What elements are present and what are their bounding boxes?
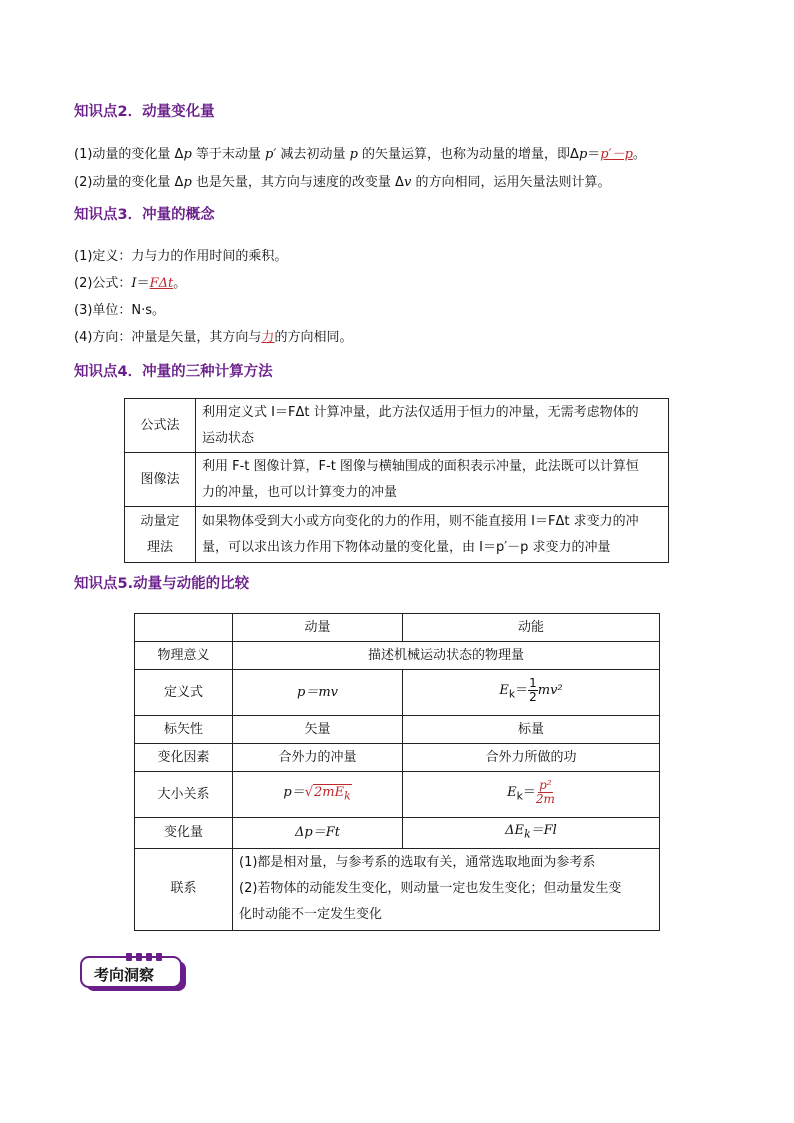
text-line: (1)都是相对量，与参考系的选取有关，通常选取地面为参考系 xyxy=(239,855,596,871)
radicand xyxy=(313,784,352,803)
table-row xyxy=(135,818,660,849)
desc-line: 利用定义式 I＝FΔt 计算冲量，此方法仅适用于恒力的冲量，无需考虑物体的 xyxy=(202,404,639,420)
row-label: 变化量 xyxy=(135,818,233,849)
text: ΔE xyxy=(505,823,525,838)
text: (2)动量的变化量 Δ xyxy=(74,175,184,190)
sub: k xyxy=(344,789,351,803)
text: (1)动量的变化量 Δ xyxy=(74,147,184,162)
var: v xyxy=(403,175,412,190)
row-label: 联系 xyxy=(135,848,233,930)
section-2-heading: 知识点2．动量变化量 xyxy=(74,104,215,120)
table-row xyxy=(125,399,669,453)
cell: 描述机械运动状态的物理量 xyxy=(233,642,660,670)
answer-blank: 力 xyxy=(261,330,275,345)
section-5-heading: 知识点5.动量与动能的比较 xyxy=(74,576,250,592)
cell: 合外力所做的功 xyxy=(403,744,660,772)
text: ＝Fl xyxy=(530,823,557,838)
col-header: 动量 xyxy=(233,614,403,642)
cell xyxy=(403,772,660,818)
cell: 矢量 xyxy=(233,716,403,744)
text: 。 xyxy=(173,276,187,291)
text: (2)公式： xyxy=(74,276,132,291)
row-label: 公式法 xyxy=(125,399,196,453)
var: p xyxy=(578,147,588,162)
text: 的矢量运算，也称为动量的增量，即Δ xyxy=(357,147,579,162)
numerator: 1 xyxy=(529,676,537,691)
cell xyxy=(403,670,660,716)
table-row xyxy=(135,670,660,716)
desc-line: 量，可以求出该力作用下物体动量的变化量，由 I＝p′－p 求变力的冲量 xyxy=(202,539,611,555)
row-label: 大小关系 xyxy=(135,772,233,818)
cell xyxy=(233,848,660,930)
var: E xyxy=(507,785,517,801)
row-label: 标矢性 xyxy=(135,716,233,744)
sec3-unit: (3)单位：N·s。 xyxy=(74,303,166,318)
text: p＝ xyxy=(283,784,305,800)
cell: p＝mv xyxy=(233,670,403,716)
answer-blank: p′－p xyxy=(600,147,633,162)
desc-line: 利用 F-t 图像计算，F-t 图像与横轴围成的面积表示冲量，此法既可以计算恒 xyxy=(202,458,639,474)
col-header: 动能 xyxy=(403,614,660,642)
table-row xyxy=(135,744,660,772)
row-label: 定义式 xyxy=(135,670,233,716)
blank-cell xyxy=(135,614,233,642)
var: 2mE xyxy=(313,784,345,800)
cell: 标量 xyxy=(403,716,660,744)
var: E xyxy=(499,683,509,699)
table-header-row xyxy=(135,614,660,642)
text: 。 xyxy=(632,147,646,162)
cell xyxy=(233,772,403,818)
var: p xyxy=(183,147,192,162)
row-desc xyxy=(196,399,669,453)
text: 等于末动量 xyxy=(191,147,266,162)
row-label: 物理意义 xyxy=(135,642,233,670)
sub: k xyxy=(516,789,523,803)
text: ＝ xyxy=(522,785,536,801)
sec2-line-1 xyxy=(74,143,646,162)
section-4-heading: 知识点4．冲量的三种计算方法 xyxy=(74,364,273,380)
table-row xyxy=(135,772,660,818)
text-line: (2)若物体的动能发生变化，则动量一定也发生变化；但动量发生变 xyxy=(239,881,622,897)
fraction xyxy=(528,677,538,704)
numerator: p² xyxy=(539,778,552,793)
sqrt xyxy=(304,784,352,803)
denominator: 2 xyxy=(529,690,537,705)
denominator: 2m xyxy=(535,792,555,807)
sec3-formula xyxy=(74,272,186,291)
desc-line: 运动状态 xyxy=(202,430,255,446)
table-row xyxy=(135,642,660,670)
sec2-line-2 xyxy=(74,171,610,190)
fraction xyxy=(536,779,555,806)
momentum-ke-table xyxy=(134,613,660,931)
row-label: 变化因素 xyxy=(135,744,233,772)
row-label xyxy=(125,507,196,563)
text: 也是矢量，其方向与速度的改变量 Δ xyxy=(191,175,404,190)
sub: k xyxy=(524,827,531,841)
var: p xyxy=(349,147,358,162)
var: p′ xyxy=(265,147,277,162)
row-desc xyxy=(196,507,669,563)
sec3-definition: (1)定义：力与力的作用时间的乘积。 xyxy=(74,249,288,264)
impulse-methods-table xyxy=(124,398,669,563)
sec3-direction xyxy=(74,326,352,345)
text: 的方向相同，运用矢量法则计算。 xyxy=(411,175,611,190)
exam-insight-badge xyxy=(80,953,188,993)
sub: k xyxy=(508,687,516,701)
row-desc xyxy=(196,453,669,507)
row-label: 图像法 xyxy=(125,453,196,507)
table-row xyxy=(135,716,660,744)
table-row xyxy=(125,453,669,507)
answer-blank: FΔt xyxy=(149,276,174,291)
label-line: 理法 xyxy=(146,539,173,555)
label-line: 动量定 xyxy=(140,513,180,529)
var: mv² xyxy=(537,683,563,699)
desc-line: 力的冲量，也可以计算变力的冲量 xyxy=(202,484,398,500)
section-3-heading: 知识点3．冲量的概念 xyxy=(74,207,215,223)
text: (4)方向：冲量是矢量，其方向与 xyxy=(74,330,262,345)
text-line: 化时动能不一定发生变化 xyxy=(239,907,383,923)
cell: 合外力的冲量 xyxy=(233,744,403,772)
cell xyxy=(403,818,660,849)
cell: Δp＝Ft xyxy=(233,818,403,849)
table-row xyxy=(135,848,660,930)
table-row xyxy=(125,507,669,563)
text: 的方向相同。 xyxy=(274,330,353,345)
var: p xyxy=(183,175,192,190)
text: 减去初动量 xyxy=(276,147,350,162)
desc-line: 如果物体受到大小或方向变化的力的作用，则不能直接用 I＝FΔt 求变力的冲 xyxy=(202,513,639,529)
badge-text: 考向洞察 xyxy=(94,966,155,984)
text: ＝ xyxy=(136,276,150,291)
sqrt-sign: √ xyxy=(304,784,313,800)
text: ＝ xyxy=(515,683,529,699)
text: ＝ xyxy=(587,147,601,162)
var: I xyxy=(131,276,137,291)
